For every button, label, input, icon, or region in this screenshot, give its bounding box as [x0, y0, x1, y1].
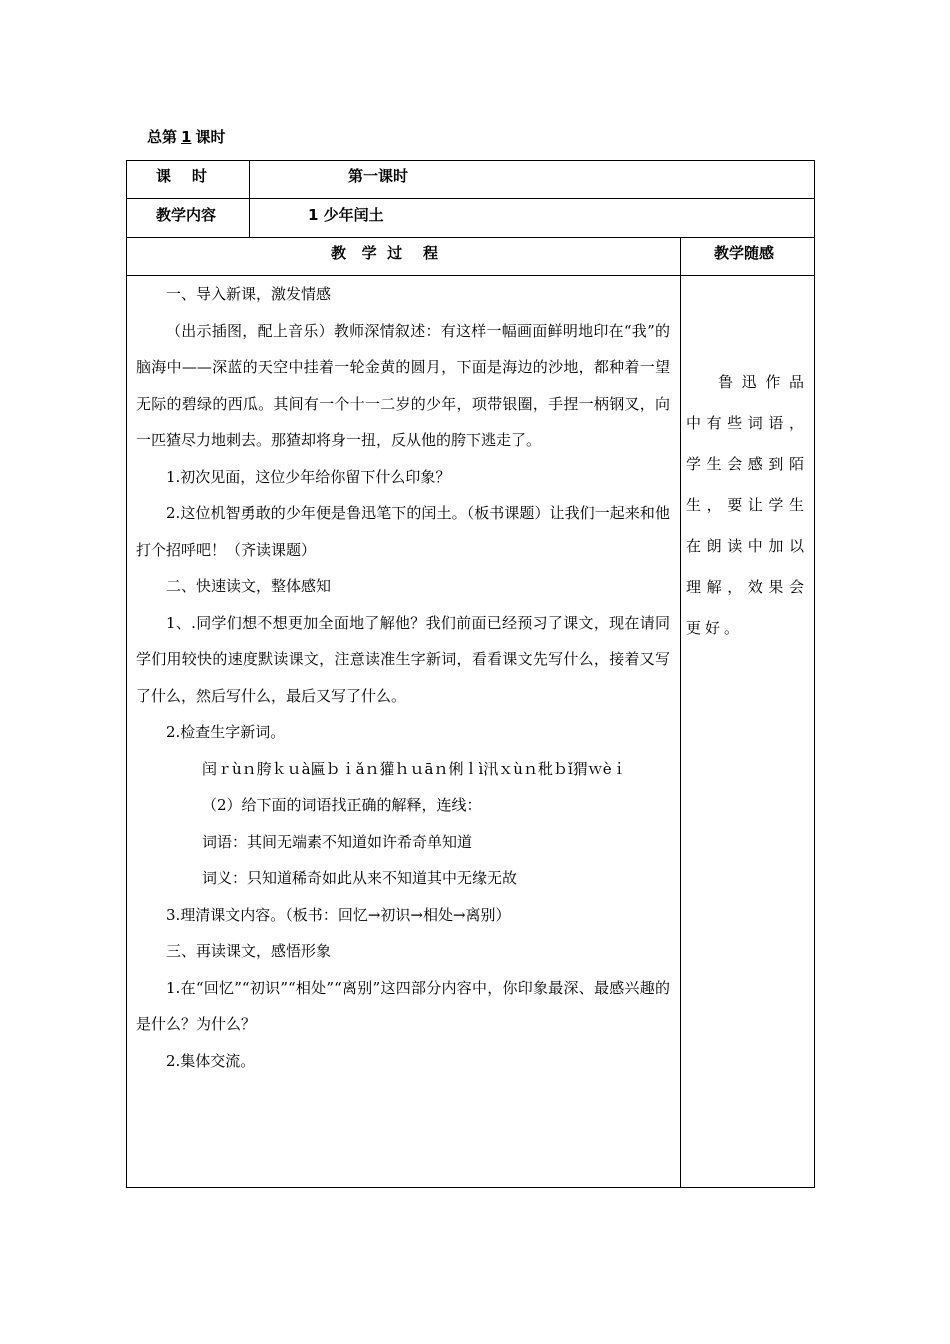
table-notes-divider [680, 237, 681, 1187]
paragraph: 2.检查生字新词。 [166, 723, 286, 741]
table-label-divider [249, 160, 250, 237]
content-label: 教学内容 [156, 206, 217, 224]
table-border-bottom [126, 1187, 815, 1188]
teaching-notes: 鲁迅作品中有些词语，学生会感到陌生，要让学生在朗读中加以理解，效果会更好。 [686, 373, 808, 637]
paragraph: 1、.同学们想不想更加全面地了解他？我们前面已经预习了课文，现在请同学们用较快的速度默读课文，注意读准生字新词，看看课文先写什么，接着又写了什么，然后写什么，最后又写了什么。 [136, 613, 670, 705]
lesson-count-heading [147, 126, 225, 147]
content-value: 1 少年闰土 [308, 206, 384, 224]
paragraph: （出示插图，配上音乐）教师深情叙述：有这样一幅画面鲜明地印在“我”的脑海中——深蓝的天空中挂着一轮金黄的圆月，下面是海边的沙地，都种着一望无际的碧绿的西瓜。其间有一个十一二岁的少年，项带银圈，手捏一柄钢叉，向一匹猹尽力地刺去。那猹却将身一扭，反从他的胯下逃走了。 [136, 321, 670, 449]
paragraph: 1.在“回忆”“初识”“相处”“离别”这四部分内容中，你印象最深、最感兴趣的是什么？为什么？ [136, 978, 670, 1033]
lesson-count-suffix: 课时 [195, 128, 226, 146]
pinyin-line: 闰ｒùｎ胯ｋｕà匾ｂｉǎｎ獾ｈｕāｎ俐ｌì汛ｘùｎ秕ｂǐ猬ｗèｉ [202, 759, 627, 778]
teaching-process-content [126, 276, 680, 1079]
section-heading: 三、再读课文，感悟形象 [166, 942, 332, 960]
period-label: 课 时 [156, 167, 207, 185]
paragraph: 2.这位机智勇敢的少年便是鲁迅笔下的闰土。（板书课题）让我们一起来和他打个招呼吧！（齐读课题） [136, 504, 670, 559]
period-value: 第一课时 [348, 167, 409, 185]
paragraph: 2.集体交流。 [166, 1051, 256, 1070]
lesson-count-prefix: 总第 [147, 128, 178, 146]
paragraph: （2）给下面的词语找正确的解释，连线： [202, 796, 482, 814]
notes-column-header: 教学随感 [714, 244, 775, 262]
pinyin-list [126, 751, 680, 788]
table-row-divider [126, 198, 815, 199]
process-column-header: 教 学 过 程 [331, 244, 438, 262]
table-border-right [814, 160, 815, 1188]
paragraph: 词义：只知道稀奇如此从来不知道其中无缘无故 [202, 869, 518, 887]
section-heading: 一、导入新课，激发情感 [166, 285, 332, 303]
section-heading: 二、快速读文，整体感知 [166, 577, 332, 595]
table-row-divider [126, 237, 815, 238]
paragraph: 3.理清课文内容。（板书：回忆→初识→相处→离别） [166, 905, 511, 924]
paragraph: 1.初次见面，这位少年给你留下什么印象？ [166, 467, 451, 486]
paragraph: 词语：其间无端素不知道如许希奇单知道 [202, 832, 473, 851]
table-border-top [126, 160, 815, 161]
lesson-count-number: 1 [181, 128, 192, 146]
